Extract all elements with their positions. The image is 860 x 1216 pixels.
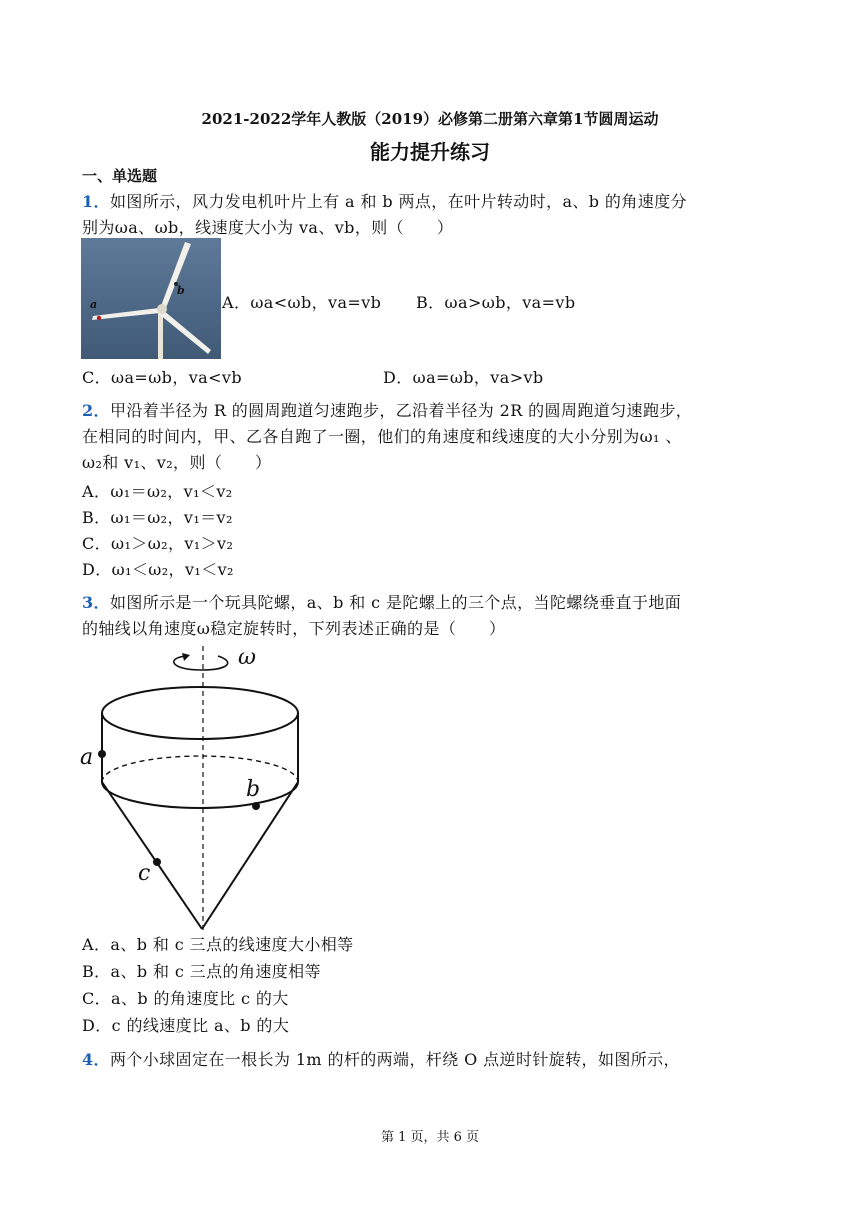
question-2-line-2: 在相同的时间内，甲、乙各自跑了一圈，他们的角速度和线速度的大小分别为ω₁ 、 (82, 427, 682, 446)
question-3-option-a: A．a、b 和 c 三点的线速度大小相等 (82, 935, 354, 954)
question-number: 1． (82, 192, 110, 211)
question-2-option-d: D．ω₁＜ω₂，v₁＜v₂ (82, 560, 234, 579)
question-3-option-c: C．a、b 的角速度比 c 的大 (82, 989, 289, 1008)
label-a: a (80, 745, 94, 770)
question-2-option-c: C．ω₁＞ω₂，v₁＞v₂ (82, 534, 234, 553)
label-b: b (246, 777, 261, 802)
point-c (153, 858, 161, 866)
omega-label: ω (238, 645, 256, 670)
page-footer: 第 1 页，共 6 页 (380, 1130, 480, 1145)
rotation-arrow-icon (174, 656, 228, 670)
label-a: a (90, 298, 98, 311)
wind-turbine-photo (81, 238, 221, 359)
question-1-option-a: A．ωa<ωb，va=vb (222, 293, 382, 312)
question-2-option-b: B．ω₁＝ω₂，v₁＝v₂ (82, 508, 233, 527)
question-2-line-1: 2．甲沿着半径为 R 的圆周跑道匀速跑步，乙沿着半径为 2R 的圆周跑道匀速跑步， (82, 401, 693, 420)
label-b: b (177, 284, 185, 297)
point-a (98, 750, 106, 758)
question-2-line-3: ω₂和 v₁、v₂，则（ ） (82, 453, 272, 472)
label-c: c (138, 861, 151, 886)
question-3-line-1: 3．如图所示是一个玩具陀螺，a、b 和 c 是陀螺上的三个点，当陀螺绕垂直于地面 (82, 593, 682, 612)
section-heading: 一、单选题 (82, 167, 158, 185)
spinning-top-figure (78, 642, 318, 934)
question-2-option-a: A．ω₁＝ω₂，v₁＜v₂ (82, 482, 233, 501)
point-b (252, 802, 260, 810)
question-number: 4． (82, 1050, 110, 1069)
question-number: 2． (82, 401, 110, 420)
question-number: 3． (82, 593, 110, 612)
question-1-option-b: B．ωa>ωb，va=vb (416, 293, 576, 312)
question-1-option-d: D．ωa=ωb，va>vb (383, 368, 544, 387)
question-1-option-c: C．ωa=ωb，va<vb (82, 368, 242, 387)
question-1-line-1: 1．如图所示，风力发电机叶片上有 a 和 b 两点，在叶片转动时，a、b 的角速度分 (82, 192, 687, 211)
document-subtitle: 能力提升练习 (370, 140, 490, 164)
cylinder-top (102, 687, 298, 739)
question-3-option-d: D．c 的线速度比 a、b 的大 (82, 1016, 290, 1035)
document-title: 2021-2022学年人教版（2019）必修第二册第六章第1节圆周运动 (201, 110, 659, 128)
question-1-line-2: 别为ωa、ωb，线速度大小为 va、vb，则（ ） (82, 218, 454, 237)
question-4-line-1: 4．两个小球固定在一根长为 1m 的杆的两端，杆绕 O 点逆时针旋转，如图所示， (82, 1050, 680, 1069)
wind-turbine-illustration (81, 238, 221, 359)
question-3-line-2: 的轴线以角速度ω稳定旋转时，下列表述正确的是（ ） (82, 619, 506, 638)
question-3-option-b: B．a、b 和 c 三点的角速度相等 (82, 962, 321, 981)
